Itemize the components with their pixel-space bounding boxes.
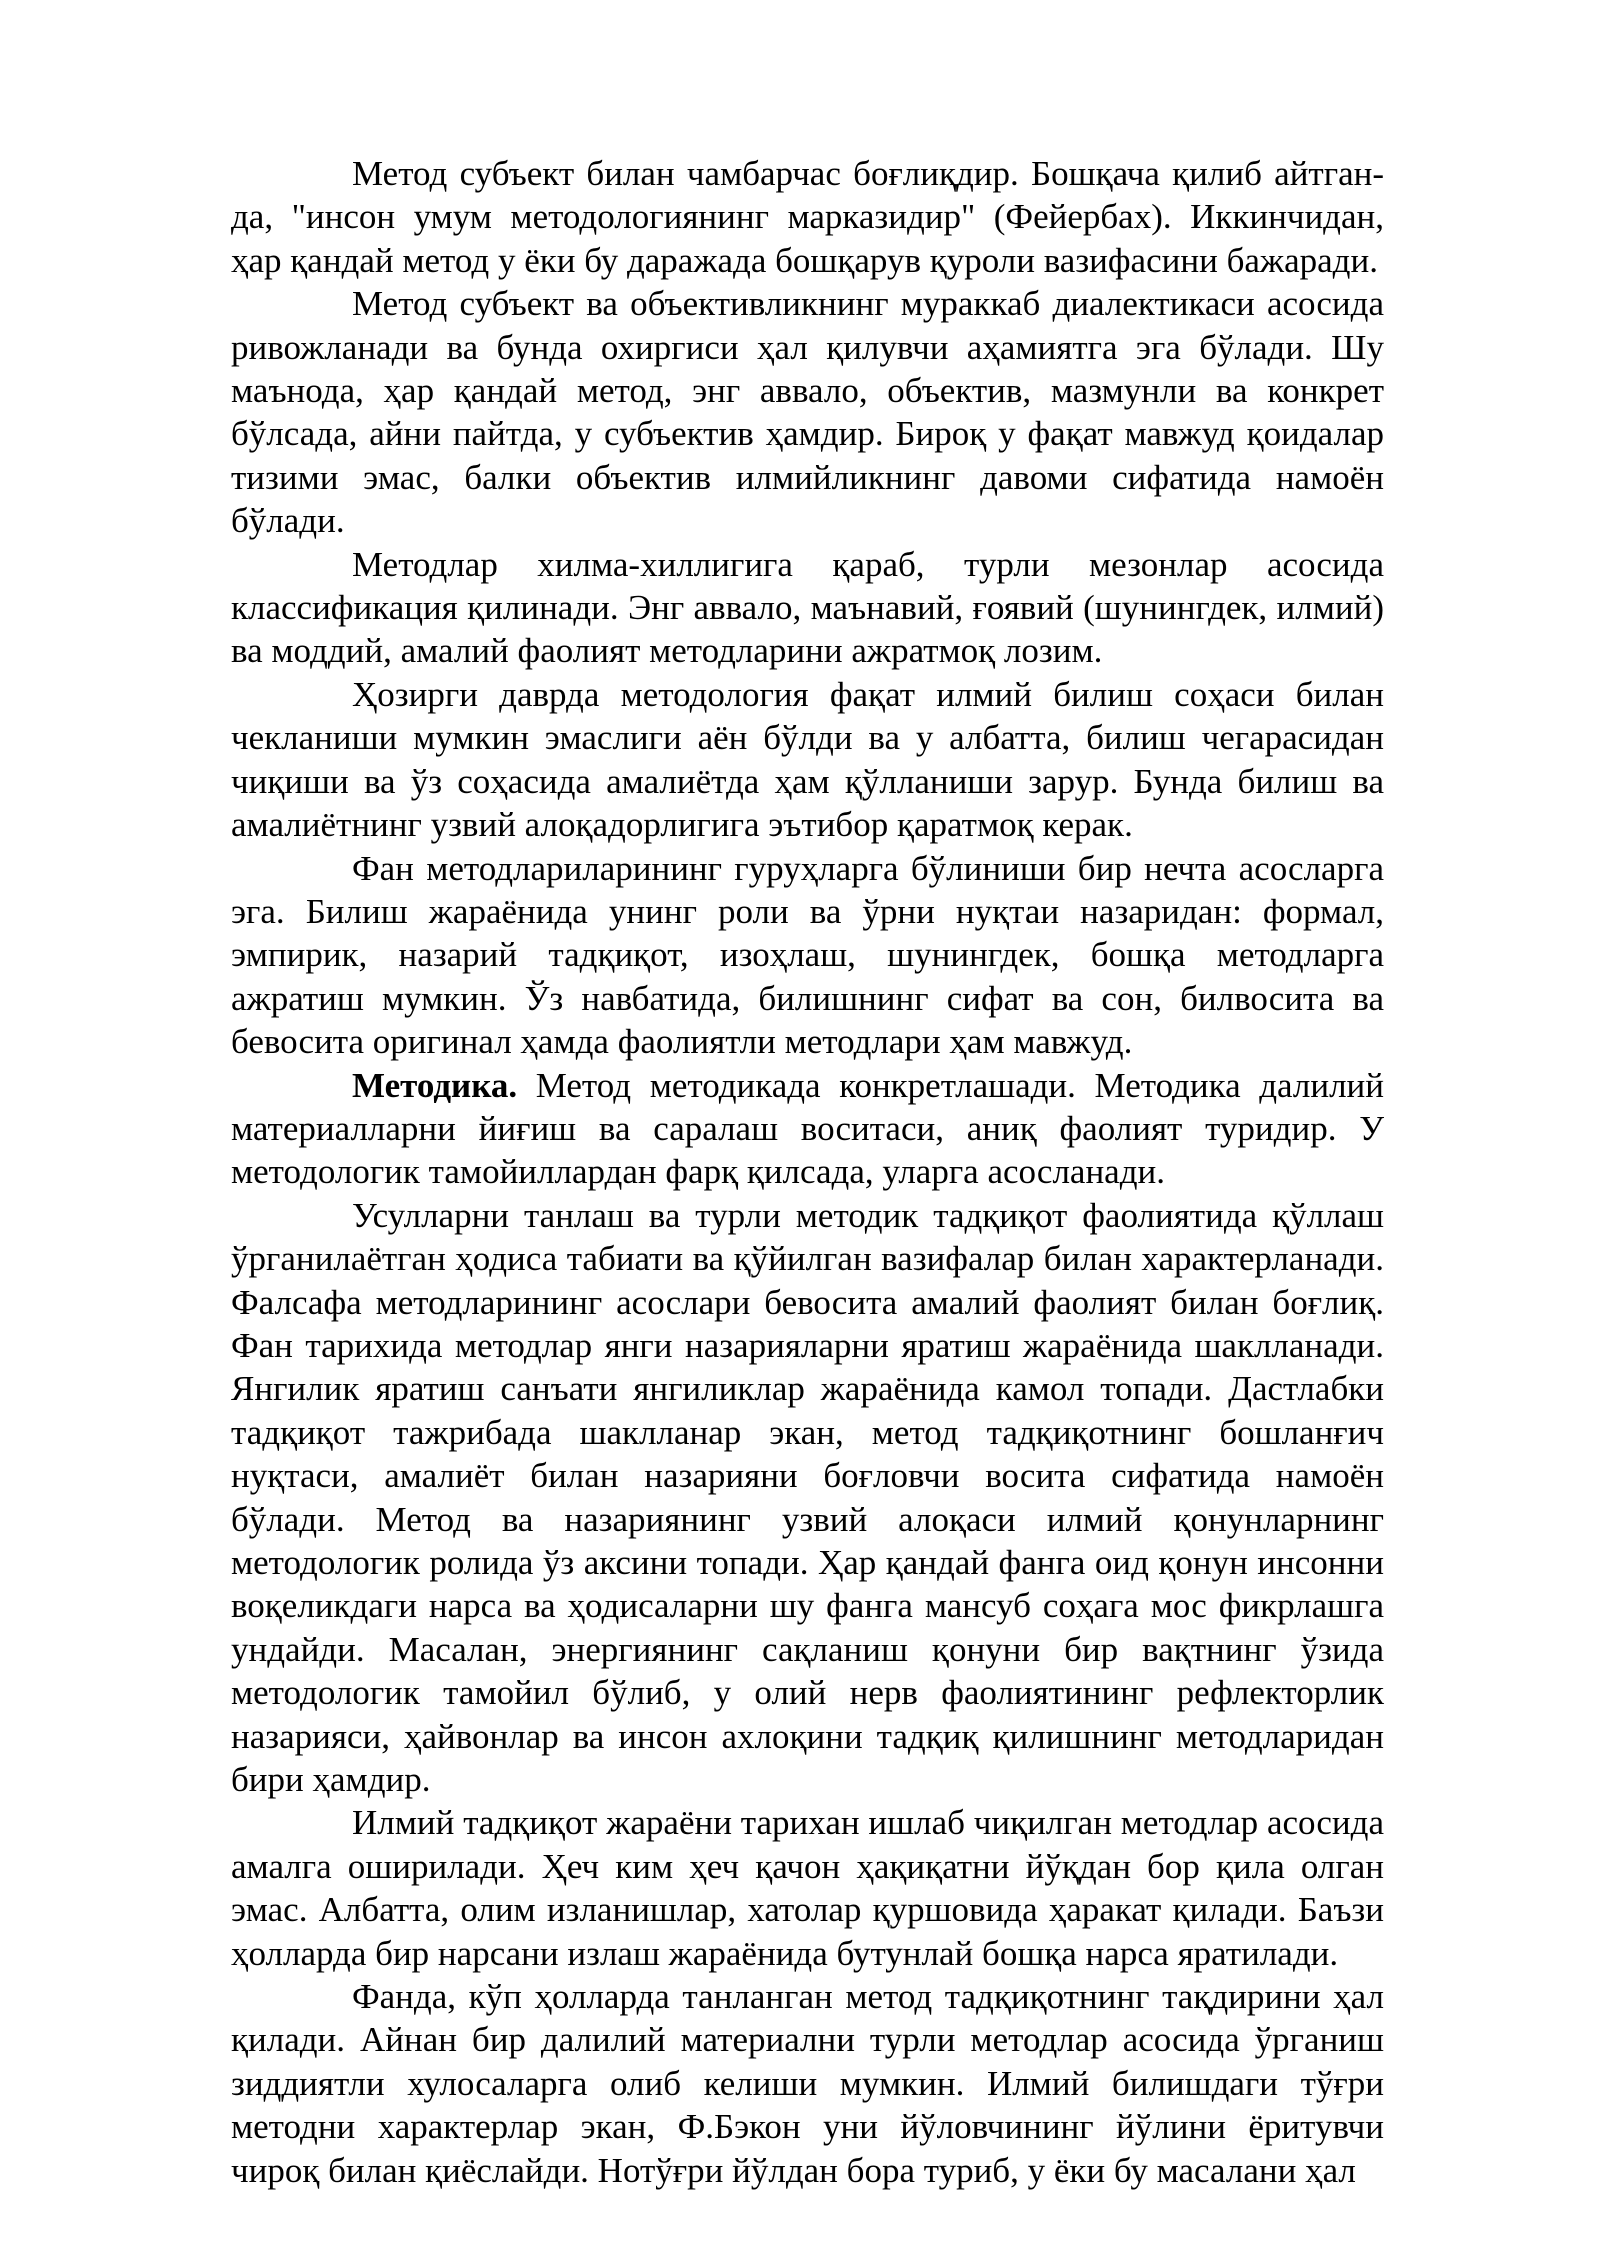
- paragraph-science-methods-groups: Фан методлариларининг гуруҳларга бўлиниши бир нечта асосларга эга. Билиш жараёнида унинг роли ва ўрни нуқтаи назаридан: формал, эмпирик, назарий тадқиқот, изоҳлаш, шунингдек, бошқа методларга ажратиш мумкин. Ўз навбатида, билишнинг сифат ва сон, билвосита ва бевосита оригинал ҳамда фаолиятли методлари ҳам мавжуд.: [231, 848, 1384, 1062]
- paragraph-method-fate: Фанда, кўп ҳолларда танланган метод тадқиқотнинг тақдирини ҳал қилади. Айнан бир далилий материални турли методлар асосида ўрганиш зиддиятли хулосаларга олиб келиши мумкин. Илмий билишдаги тўғри методни характерлар экан, Ф.Бэкон уни йўловчининг йўлини ёритувчи чироқ билан қиёслайди. Нотўғри йўлдан бора туриб, у ёки бу масалани ҳал: [231, 1977, 1384, 2190]
- paragraph-method-subject: Метод субъект билан чамбарчас боғлиқдир. Бошқача қилиб айтган-да, "инсон умум методологиянинг марказидир" (Фейербах). Иккинчидан, ҳар қандай метод у ёки бу даражада бошқарув қуроли вазифасини бажаради.: [231, 154, 1384, 280]
- paragraph-method-selection: Усулларни танлаш ва турли методик тадқиқот фаолиятида қўллаш ўрганилаётган ҳодиса табиати ва қўйилган вазифалар билан характерланади. Фалсафа методларининг асослари бевосита амалий фаолият билан боғлиқ. Фан тарихида методлар янги назарияларни яратиш жараёнида шаклланади. Янгилик яратиш санъати янгиликлар жараёнида камол топади. Дастлабки тадқиқот тажрибада шаклланар экан, метод тадқиқотнинг бошланғич нуқтаси, амалиёт билан назарияни боғловчи восита сифатида намоён бўлади. Метод ва назариянинг узвий алоқаси илмий қонунларнинг методологик ролида ўз аксини топади. Ҳар қандай фанга оид қонун инсонни воқеликдаги нарса ва ҳодисаларни шу фанга мансуб соҳага мос фикрлашга ундайди. Масалан, энергиянинг сақланиш қонуни бир вақтнинг ўзида методологик тамойил бўлиб, у олий нерв фаолиятининг рефлекторлик назарияси, ҳайвонлар ва инсон ахлоқини тадқиқ қилишнинг методларидан бири ҳамдир.: [231, 1195, 1384, 1800]
- term-methodika: Методика.: [352, 1065, 518, 1105]
- paragraph-modern-methodology: Ҳозирги даврда методология фақат илмий билиш соҳаси билан чекланиши мумкин эмаслиги аён бўлди ва у албатта, билиш чегарасидан чиқиши ва ўз соҳасида амалиётда ҳам қўлланиши зарур. Бунда билиш ва амалиётнинг узвий алоқадорлигига эътибор қаратмоқ керак.: [231, 674, 1384, 845]
- document-page: [231, 152, 1384, 2192]
- paragraph-methodika-body: Метод методикада конкретлашади. Методика далилий материалларни йиғиш ва саралаш воситаси, аниқ фаолият туридир. У методологик тамойиллардан фарқ қилсада, уларга асосланади.: [231, 1065, 1385, 1192]
- paragraph-research-process: Илмий тадқиқот жараёни тарихан ишлаб чиқилган методлар асосида амалга оширилади. Ҳеч ким ҳеч қачон ҳақиқатни йўқдан бор қила олган эмас. Албатта, олим изланишлар, хатолар қуршовида ҳаракат қилади. Баъзи ҳолларда бир нарсани излаш жараёнида бутунлай бошқа нарса яратилади.: [231, 1803, 1384, 1973]
- paragraph-methodika: [231, 1064, 1384, 1194]
- paragraph-method-classification: Методлар хилма-хиллигига қараб, турли мезонлар асосида классификация қилинади. Энг аввало, маънавий, ғоявий (шунингдек, илмий) ва моддий, амалий фаолият методларини ажратмоқ лозим.: [231, 544, 1384, 671]
- paragraph-method-dialectics: Метод субъект ва объективликнинг мураккаб диалектикаси асосида ривожланади ва бунда охиргиси ҳал қилувчи аҳамиятга эга бўлади. Шу маънода, ҳар қандай метод, энг аввало, объектив, мазмунли ва конкрет бўлсада, айни пайтда, у субъектив ҳамдир. Бироқ у фақат мавжуд қоидалар тизими эмас, балки объектив илмийликнинг давоми сифатида намоён бўлади.: [231, 284, 1384, 541]
